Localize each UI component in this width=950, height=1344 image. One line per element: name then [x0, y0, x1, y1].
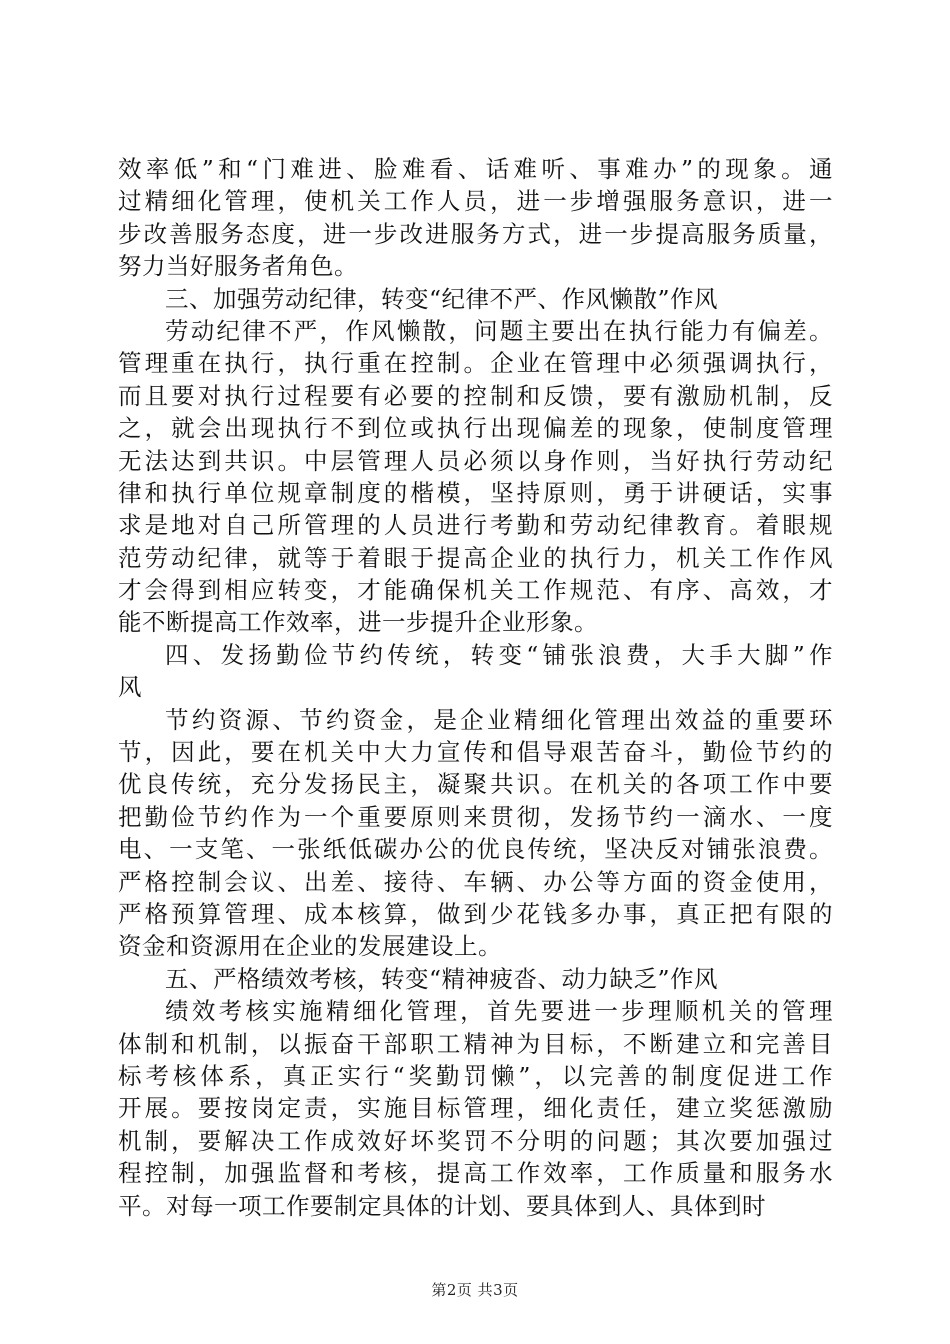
text-line: 电、一支笔、一张纸低碳办公的优良传统，坚决反对铺张浪费。 [118, 835, 833, 864]
text-line: 律和执行单位规章制度的楷模，坚持原则，勇于讲硬话，实事 [118, 478, 833, 507]
text-line: 才会得到相应转变，才能确保机关工作规范、有序、高效，才 [118, 576, 833, 605]
section-heading [118, 963, 833, 995]
body-paragraph [118, 315, 833, 639]
body-paragraph [118, 995, 833, 1222]
page-number-footer: 第2页 共3页 [431, 1281, 519, 1299]
text-line: 步改善服务态度，进一步改进服务方式，进一步提高服务质量， [118, 219, 833, 248]
text-line: 节约资源、节约资金，是企业精细化管理出效益的重要环 [165, 705, 833, 734]
text-line: 严格控制会议、出差、接待、车辆、办公等方面的资金使用， [118, 867, 833, 896]
text-line: 四、发扬勤俭节约传统，转变“铺张浪费，大手大脚”作 [165, 640, 833, 669]
text-line: 求是地对自己所管理的人员进行考勤和劳动纪律教育。着眼规 [118, 511, 833, 540]
section-heading [118, 639, 833, 704]
text-line: 体制和机制，以振奋干部职工精神为目标，不断建立和完善目 [118, 1029, 833, 1058]
text-line: 优良传统，充分发扬民主，凝聚共识。在机关的各项工作中要 [118, 770, 833, 799]
text-line: 五、严格绩效考核，转变“精神疲沓、动力缺乏”作风 [165, 964, 719, 993]
text-line: 把勤俭节约作为一个重要原则来贯彻，发扬节约一滴水、一度 [118, 802, 833, 831]
text-line: 范劳动纪律，就等于着眼于提高企业的执行力，机关工作作风 [118, 543, 833, 572]
text-line: 能不断提高工作效率，进一步提升企业形象。 [118, 608, 598, 637]
text-line: 节，因此，要在机关中大力宣传和倡导艰苦奋斗，勤俭节约的 [118, 738, 833, 767]
text-line: 资金和资源用在企业的发展建设上。 [118, 932, 502, 961]
text-line: 平。对每一项工作要制定具体的计划、要具体到人、具体到时 [118, 1191, 766, 1220]
text-line: 之，就会出现执行不到位或执行出现偏差的现象，使制度管理 [118, 414, 833, 443]
text-line: 劳动纪律不严，作风懒散，问题主要出在执行能力有偏差。 [165, 316, 833, 345]
text-line: 过精细化管理，使机关工作人员，进一步增强服务意识，进一 [118, 187, 833, 216]
section-heading [118, 283, 833, 315]
text-line: 无法达到共识。中层管理人员必须以身作则，当好执行劳动纪 [118, 446, 833, 475]
text-line: 严格预算管理、成本核算，做到少花钱多办事，真正把有限的 [118, 899, 833, 928]
text-line: 程控制，加强监督和考核，提高工作效率，工作质量和服务水 [118, 1159, 833, 1188]
document-body [118, 153, 833, 1222]
text-line: 而且要对执行过程要有必要的控制和反馈，要有激励机制，反 [118, 381, 833, 410]
body-paragraph [118, 704, 833, 963]
text-line: 绩效考核实施精细化管理，首先要进一步理顺机关的管理 [165, 997, 833, 1026]
body-paragraph [118, 153, 833, 283]
text-line: 开展。要按岗定责，实施目标管理，细化责任，建立奖惩激励 [118, 1094, 833, 1123]
text-line: 效率低”和“门难进、脸难看、话难听、事难办”的现象。通 [118, 155, 833, 183]
text-line: 管理重在执行，执行重在控制。企业在管理中必须强调执行， [118, 349, 833, 378]
text-line: 三、加强劳动纪律，转变“纪律不严、作风懒散”作风 [165, 284, 719, 313]
text-line: 标考核体系，真正实行“奖勤罚懒”，以完善的制度促进工作 [118, 1061, 833, 1090]
text-line: 机制，要解决工作成效好坏奖罚不分明的问题；其次要加强过 [118, 1126, 833, 1155]
text-line: 努力当好服务者角色。 [118, 252, 358, 281]
text-line: 风 [118, 673, 142, 702]
